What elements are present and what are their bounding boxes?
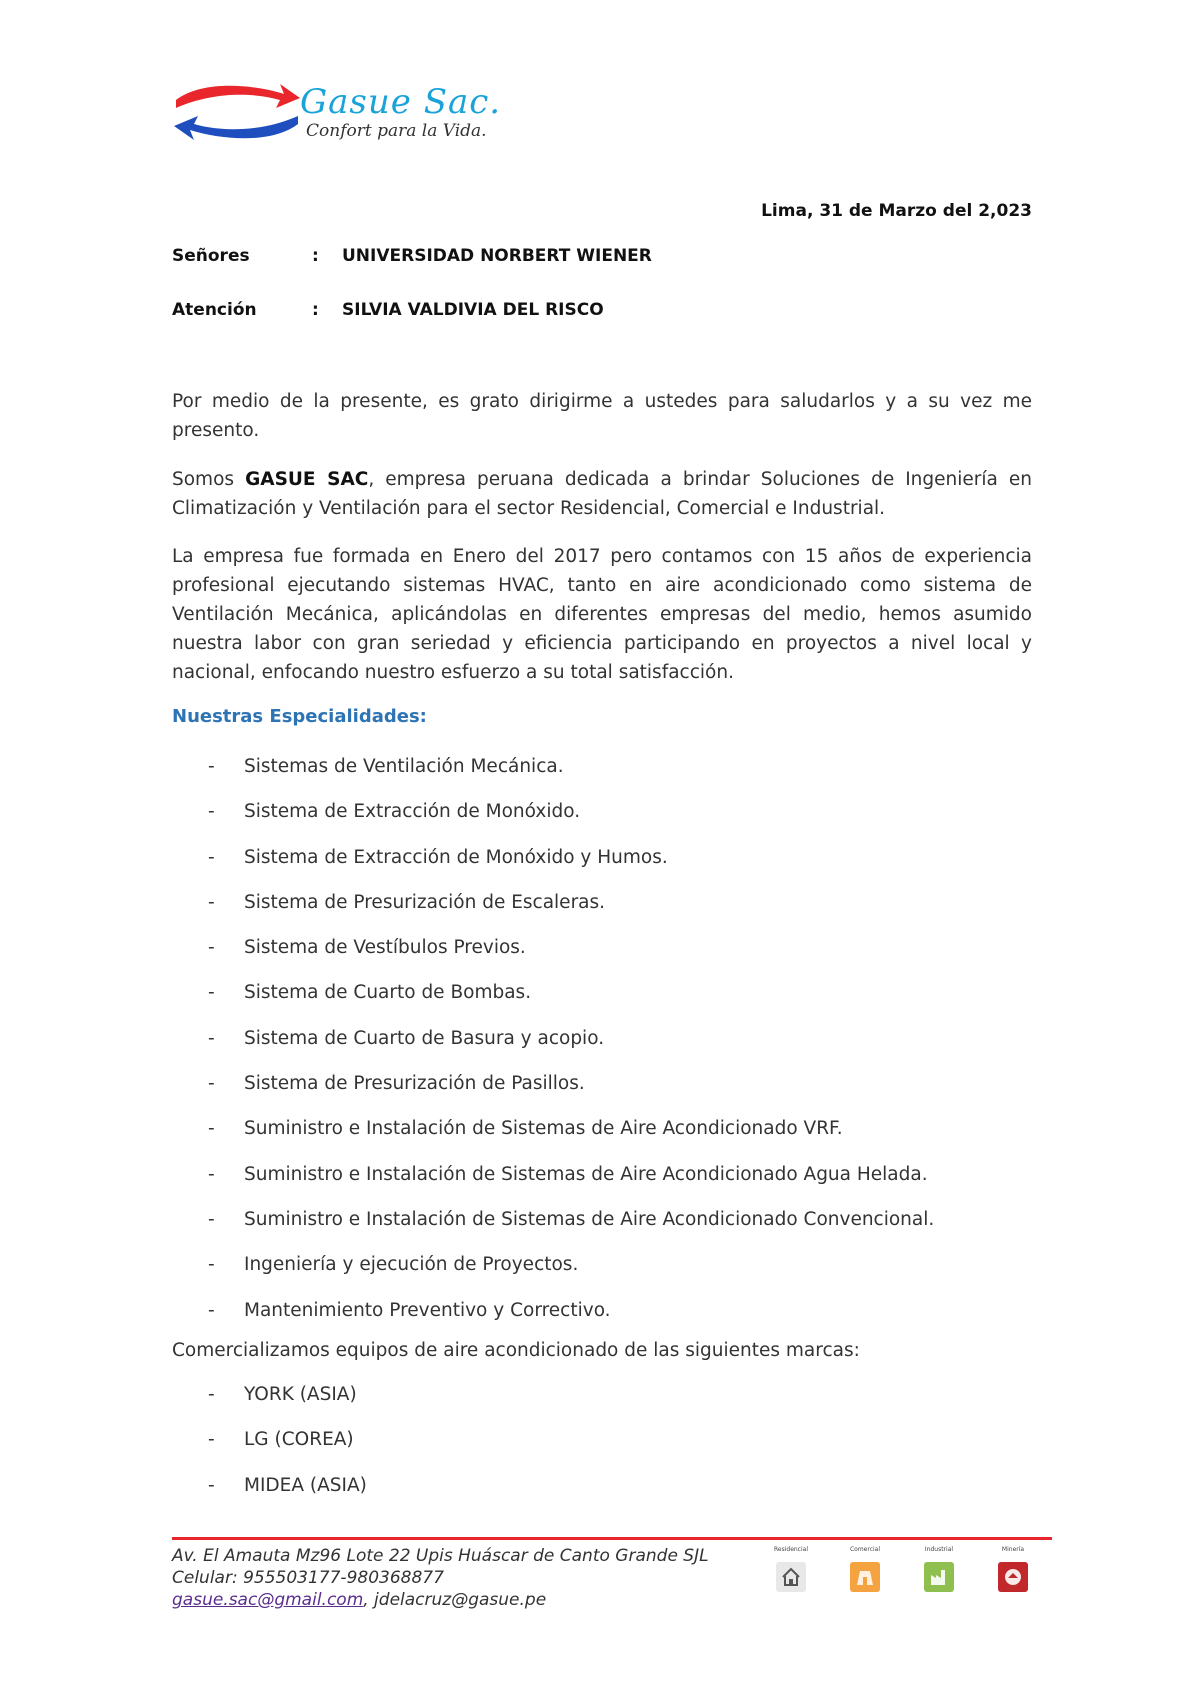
bullet-dash: - [208,1118,215,1140]
house-icon [776,1562,806,1592]
footer-contact [172,1545,709,1611]
list-item-text: Sistema de Presurización de Escaleras. [244,891,606,913]
attention-row [172,300,604,320]
attention-name: SILVIA VALDIVIA DEL RISCO [342,300,604,320]
list-item [172,937,934,982]
list-item [172,756,934,801]
list-item [172,1475,367,1520]
mining-icon [998,1562,1028,1592]
letter-date: Lima, 31 de Marzo del 2,023 [761,201,1032,221]
bullet-dash: - [208,1474,215,1496]
list-item [172,1429,367,1474]
list-item-text: Sistema de Extracción de Monóxido. [244,801,581,823]
logo-arrows-icon [172,78,302,150]
recipient-name: UNIVERSIDAD NORBERT WIENER [342,246,652,266]
list-item-text: Suministro e Instalación de Sistemas de Aire Acondicionado Convencional. [244,1208,935,1230]
list-item [172,982,934,1027]
bullet-dash: - [208,1073,215,1095]
list-item-text: Sistema de Presurización de Pasillos. [244,1073,585,1095]
sector-caption: Residencial [774,1546,808,1553]
store-icon [850,1562,880,1592]
bullet-dash: - [208,1384,215,1405]
bullet-dash: - [208,891,215,913]
attention-label: Atención [172,300,257,320]
sector-item [990,1546,1036,1592]
list-item [172,1384,367,1429]
bullet-dash: - [208,756,215,777]
sector-caption: Comercial [849,1546,881,1553]
specialties-title: Nuestras Especialidades: [172,706,427,727]
list-item-text: Sistema de Extracción de Monóxido y Humos. [244,846,668,868]
about-paragraph [172,465,1032,523]
list-item-text: Ingeniería y ejecución de Proyectos. [244,1254,579,1276]
list-item-text: MIDEA (ASIA) [244,1474,367,1496]
list-item [172,1254,934,1299]
brands-intro: Comercializamos equipos de aire acondicionado de las siguientes marcas: [172,1340,860,1361]
sector-item [768,1546,814,1592]
specialties-list [172,756,934,1345]
sector-caption: Minería [1001,1546,1025,1553]
about-rest: , empresa peruana dedicada a brindar Soluciones de Ingeniería en Climatización y Ventilación para el sector Residencial, Comercial e Industrial. [172,469,1032,519]
list-item [172,1028,934,1073]
sector-caption: Industrial [924,1546,954,1553]
bullet-dash: - [208,846,215,868]
about-prefix: Somos [172,469,246,490]
sector-item [842,1546,888,1592]
list-item-text: Mantenimiento Preventivo y Correctivo. [244,1299,611,1321]
bullet-dash: - [208,1163,215,1185]
bullet-dash: - [208,1299,215,1321]
list-item-text: LG (COREA) [244,1429,354,1451]
sector-item [916,1546,962,1592]
list-item-text: YORK (ASIA) [244,1384,357,1405]
list-item [172,892,934,937]
list-item [172,1209,934,1254]
attention-colon: : [312,300,319,320]
recipient-colon: : [312,246,319,266]
list-item [172,801,934,846]
brand-tagline: Confort para la Vida. [306,121,487,141]
factory-icon [924,1562,954,1592]
list-item [172,847,934,892]
history-paragraph: La empresa fue formada en Enero del 2017 pero contamos con 15 años de experiencia profesional ejecutando sistemas HVAC, tanto en aire acondicionado como sistema de Ventilación Mecánica, aplicándolas en diferentes empresas del medio, hemos asumido nuestra labor con gran seriedad y eficiencia participando en proyectos a nivel local y nacional, enfocando nuestro esfuerzo a su total satisfacción. [172,546,1032,683]
bullet-dash: - [208,1027,215,1049]
bullet-dash: - [208,1208,215,1230]
list-item-text: Sistema de Cuarto de Bombas. [244,982,532,1004]
recipient-label: Señores [172,246,250,266]
footer-divider [172,1537,1052,1540]
bullet-dash: - [208,1254,215,1276]
brands-list [172,1384,367,1520]
list-item [172,1300,934,1345]
footer-address: Av. El Amauta Mz96 Lote 22 Upis Huáscar de Canto Grande SJL [172,1546,709,1566]
list-item [172,1164,934,1209]
list-item [172,1073,934,1118]
company-name: GASUE SAC [245,469,369,490]
bullet-dash: - [208,1429,215,1451]
intro-paragraph: Por medio de la presente, es grato dirigirme a ustedes para saludarlos y a su vez me presento. [172,391,1032,441]
recipient-row [172,246,652,266]
brand-name: Gasue Sac. [300,82,502,122]
email-rest: , jdelacruz@gasue.pe [363,1590,547,1610]
footer-email-row [172,1589,709,1611]
list-item-text: Sistema de Vestíbulos Previos. [244,937,526,959]
list-item-text: Suministro e Instalación de Sistemas de Aire Acondicionado VRF. [244,1118,843,1140]
email-link[interactable]: gasue.sac@gmail.com [172,1590,364,1610]
footer-phone: Celular: 955503177-980368877 [172,1568,444,1588]
list-item-text: Sistemas de Ventilación Mecánica. [244,756,564,777]
list-item-text: Sistema de Cuarto de Basura y acopio. [244,1027,605,1049]
bullet-dash: - [208,982,215,1004]
list-item [172,1118,934,1163]
list-item-text: Suministro e Instalación de Sistemas de Aire Acondicionado Agua Helada. [244,1163,928,1185]
bullet-dash: - [208,801,215,823]
bullet-dash: - [208,937,215,959]
